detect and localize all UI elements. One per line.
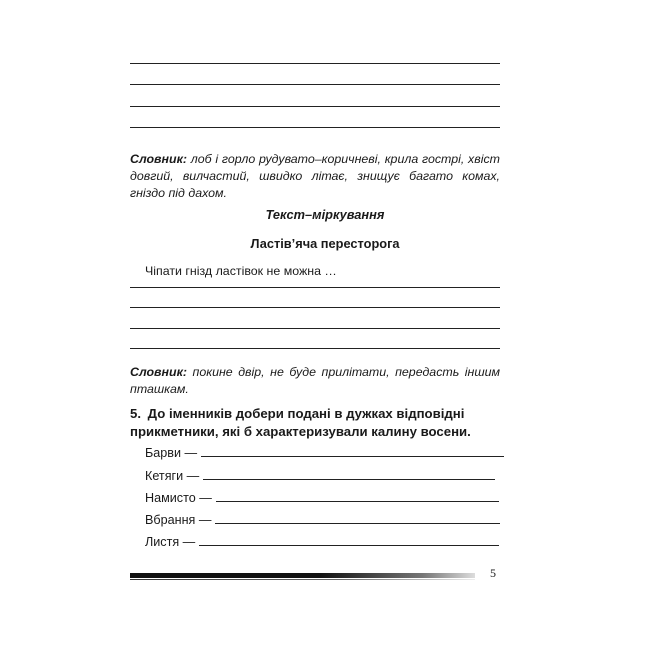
dictionary-label: Словник: [130, 152, 188, 166]
fill-label: Намисто — [145, 491, 212, 505]
answer-line[interactable] [203, 479, 495, 480]
writing-line [130, 84, 500, 85]
answer-line[interactable] [201, 456, 504, 457]
task-number: 5. [130, 406, 141, 421]
fill-label: Кетяги — [145, 469, 200, 483]
footer-rule-thin [130, 579, 475, 580]
writing-line [130, 348, 500, 349]
answer-line[interactable] [216, 501, 499, 502]
page-number: 5 [490, 566, 496, 580]
fill-row-barvy[interactable] [145, 446, 504, 460]
task-text: До іменників добери подані в дужках відповідні прикметники, які б характеризували калину восени. [130, 406, 471, 439]
writing-line [130, 287, 500, 288]
section-heading: Текст–міркування [265, 207, 385, 222]
footer-rule [130, 573, 475, 578]
fill-label: Барви — [145, 446, 198, 460]
writing-line [130, 328, 500, 329]
story-title: Ластів’яча пересторога [250, 236, 400, 251]
answer-line[interactable] [215, 523, 500, 524]
fill-row-ketiahy[interactable] [145, 469, 495, 483]
writing-line [130, 63, 500, 64]
writing-line [130, 307, 500, 308]
dictionary-text: лоб і горло рудувато–коричневі, крила гострі, хвіст довгий, вилчастий, швидко літає, знищує багато комах, гніздо під дахом. [130, 152, 500, 200]
fill-label: Листя — [145, 535, 196, 549]
story-start: Чіпати гнізд ластівок не можна … [145, 264, 337, 278]
writing-line [130, 127, 500, 128]
dictionary-text: покине двір, не буде прилітати, передасть іншим пташкам. [130, 365, 500, 396]
fill-row-vbrannia[interactable] [145, 513, 500, 527]
answer-line[interactable] [199, 545, 499, 546]
fill-row-lystia[interactable] [145, 535, 499, 549]
dictionary-note-2 [130, 364, 500, 398]
writing-line [130, 106, 500, 107]
task-5 [130, 405, 500, 441]
dictionary-note-1 [130, 151, 500, 202]
fill-row-namysto[interactable] [145, 491, 499, 505]
fill-label: Вбрання — [145, 513, 212, 527]
dictionary-label: Словник: [130, 365, 188, 379]
